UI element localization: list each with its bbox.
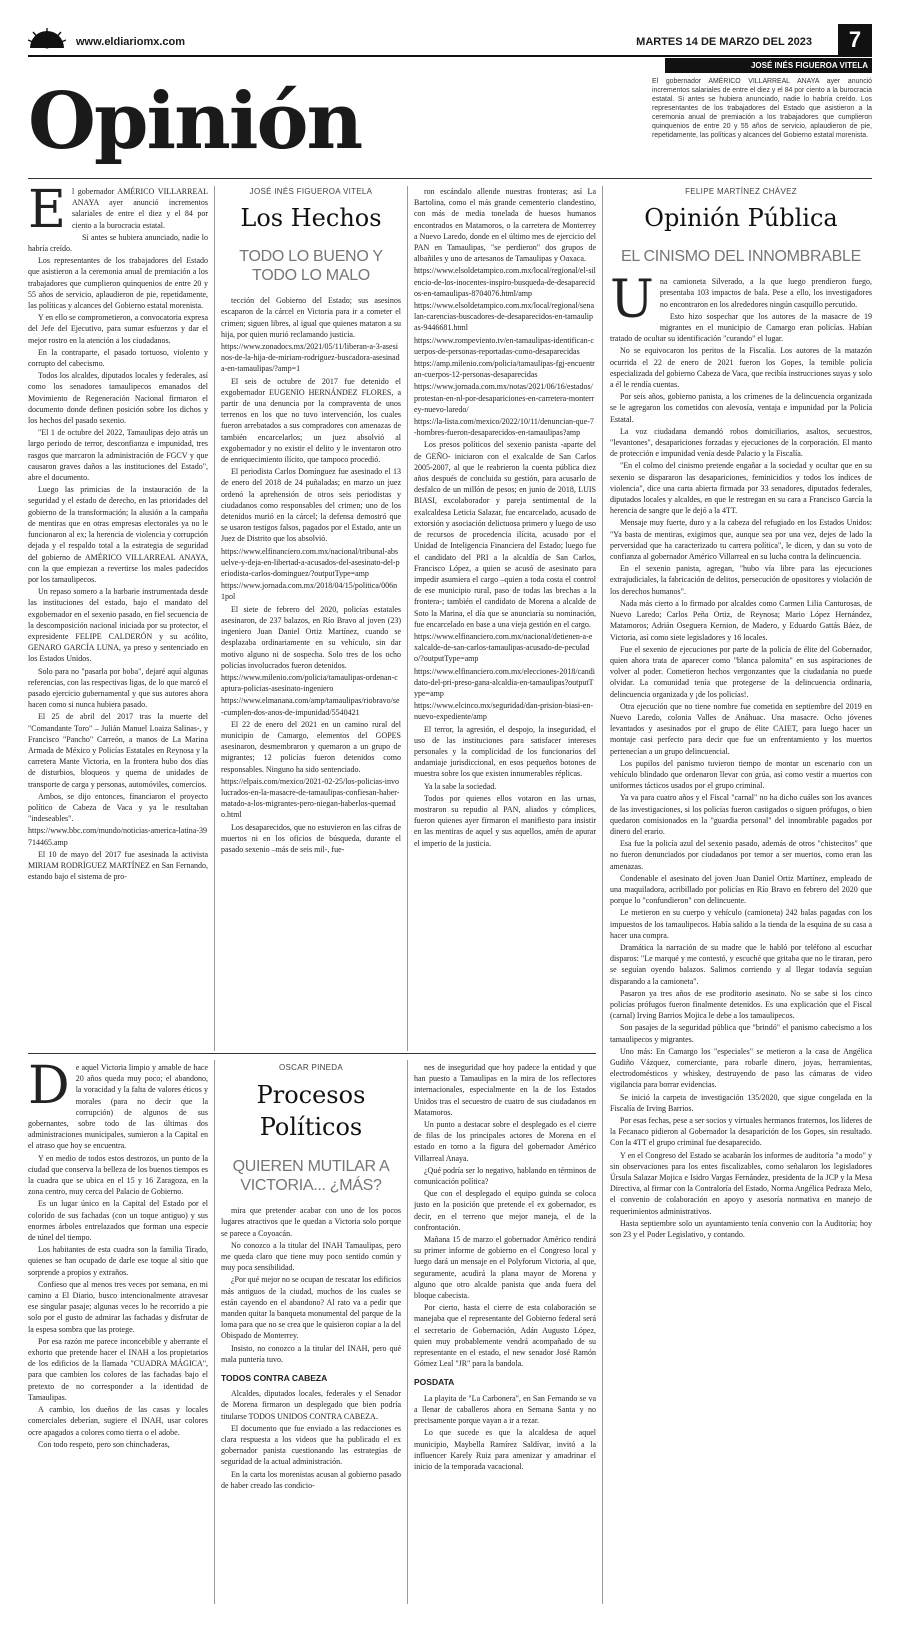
paragraph: Todos los alcaldes, diputados locales y federales, así como los senadores tamaulipecos emanados del Movimiento de Regeneración Nacional firmaron el documento donde definen posición sobre los dichos y los hechos del pasado sexenio.: [28, 371, 208, 426]
subheading: TODOS CONTRA CABEZA: [221, 1373, 328, 1384]
paragraph: Y en el Congreso del Estado se acabarán los informes de auditoría "a modo" y sin observaciones para los entes fiscalizables, como señalaron los legisladores Úrsula Salazar Mojica e Isidro Vargas Fernández, presidenta de la JCP y la Mesa Directiva, al firmar con la Contraloría del Estado, Norma Angélica Pedraza Melo, el convenio de colaboración en apoyo y asesoría normativa en manejo de requerimientos administrativos.: [610, 1150, 872, 1216]
page-number: 7: [838, 24, 872, 56]
article-los-hechos-col3: [414, 186, 596, 1048]
site-url[interactable]: www.eldiariomx.com: [76, 36, 186, 48]
paragraph: Son pasajes de la seguridad pública que "brindó" el panismo cabecismo a los tamaulipecos y migrantes.: [610, 1023, 872, 1044]
paragraph-group: [414, 1393, 596, 1472]
column-divider: [407, 186, 408, 1051]
paragraph: La voz ciudadana demandó robos domiciliarios, asaltos, secuestros, "levantones", desapariciones forzadas y ejecuciones de la corporación. El manto de protección e impunidad venía desde Palacio y la Fiscalía.: [610, 426, 872, 459]
column-header: [610, 186, 872, 266]
paragraph: Ya va para cuatro años y el Fiscal "carnal" no ha dicho cuáles son los avances de las investigaciones, si los policías fueron castigados o siguen prófugos, o bien quedaron comisionados en la "guardia personal" del innombrable pagados por dinero del erario.: [610, 793, 872, 836]
paragraph: l gobernador AMÉRICO VILLARREAL ANAYA ayer anunció incrementos salariales de entre el diez y el 84 por ciento a la burocracia estatal.: [71, 187, 208, 230]
paragraph-group: [221, 1205, 401, 1365]
paragraph: El terror, la agresión, el despojo, la inseguridad, el uso de las instituciones para satisfacer intereses personales y la complicidad de los funcionarios del andamiaje jurisdiccional, en esos pequeños botones de muestra sobre los que existen innumerables réplicas.: [414, 724, 596, 779]
paragraph: Por esa razón me parece inconcebible y aberrante el exhorto que pretende hacer el INAH a los propietarios de los edificios de la llamada "CUADRA MÁGICA", para que cambien los colores de las fachadas bajo el pretexto de no corresponder a la identidad de Tamaulipas.: [28, 1336, 208, 1402]
sunburst-logo-icon: [28, 28, 66, 50]
paragraph: Luego las primicias de la instauración de la seguridad y el estado de derecho, en las prioridades del gobierno de la transformación; la alusión a la campaña de mentiras que en otras empresas electorales ya no le funcionaron al ex; la herencia de violencia y corrupción dejada y el respaldo total a la estrategia de seguridad del gobierno de AMÉRICO VILLARREAL ANAYA, con la que empiezan a revertirse los males padecidos por los tamaulipecos.: [28, 485, 208, 584]
author-name: OSCAR PINEDA: [278, 1063, 344, 1072]
paragraph: Le metieron en su cuerpo y vehículo (camioneta) 242 balas pagadas con los impuestos de los tamaulipecos. Había salido a la tienda de la esquina de su casa a hacer una compra.: [610, 908, 872, 940]
paragraph: Confieso que al menos tres veces por semana, en mi camino a El Diario, busco intencionalmente atravesar ese singular pasaje; algunas veces lo he recorrido a pie solo por el gusto de admirar las fachadas y disfrutar de la espesa sombra que las protege.: [28, 1279, 208, 1334]
paragraph: El 22 de enero del 2021 en un camino rural del municipio de Camargo, elementos del GOPES asesinaron, desmembraron y quemaron a un grupo de migrantes; 12 policías fueron detenidos como responsables. Ninguno ha sido sentenciado.: [221, 719, 401, 774]
reference-link[interactable]: https://www.elmanana.com/amp/tamaulipas/riobravo/se-cumplen-dos-anos-de-impunidad/5540421: [221, 696, 400, 717]
paragraph: e aquel Victoria limpio y amable de hace 20 años queda muy poco; el abandono, la voracidad y la falta de valores éticos y morales (para no decir que la corrupción) de algunos de sus gobernantes, sobre todo de las últimas dos administraciones municipales, sumieron a la Capital en el atraso que hoy se encuentra.: [28, 1063, 208, 1151]
article-procesos-politicos-col3: [414, 1062, 596, 1604]
reference-link[interactable]: https://www.bbc.com/mundo/noticias-america-latina-39714465.amp: [28, 826, 207, 847]
paragraph: El seis de octubre de 2017 fue detenido el exgobernador EUGENIO HERNÁNDEZ FLORES, a partir de una denuncia por la compraventa de unos terrenos en los que no tuvo intervención, los cuales fueron arrebatados a sus compradores con amenazas de también encarcelarlos; un juez absolvió al exgobernador y no existir el delito y le inventaron otro de enriquecimiento ilícito, que tampoco procedió.: [221, 376, 401, 465]
paragraph: Solo para no "pasarla por boba", dejaré aquí algunas referencias, con las respectivas ligas, de lo que marcó el pasado ejercicio gubernamental y que sus autores ahora hacen como si nunca hubiera pasado.: [28, 666, 208, 710]
reference-link[interactable]: https://www.elsoldetampico.com.mx/local/regional/el-silencio-de-los-inocentes-inspiro-busqueda-de-desaparecidos-en-tamaulipas-8704076.html/amp: [414, 266, 596, 298]
paragraph: Y en ello se comprometieron, a convocatoria expresa del Jefe del Ejecutivo, para sumar esfuerzos y dar el mejor rostro en la atención a los ciudadanos.: [28, 313, 208, 345]
lead-byline: JOSÉ INÉS FIGUEROA VITELA: [665, 58, 872, 73]
article-procesos-politicos-col2: [221, 1062, 401, 1604]
reference-link[interactable]: https://www.elsoldetampico.com.mx/local/regional/senalan-carencias-buscadores-de-desaparecidos-en-tamaulipas-9446681.html: [414, 301, 595, 333]
paragraph: tección del Gobierno del Estado; sus asesinos escaparon de la cárcel en Victoria para ir a cometer el crimen; siguen libres, al igual que quienes mataron a su hija, por quien murió reclamando justicia.: [221, 296, 401, 339]
paragraph: Un repaso somero a la barbarie instrumentada desde las instituciones del estado, bajo el mandato del exgobernador en el sexenio pasado, en fiel secuencia de la descomposición nacional iniciada por su protector, el expresidente FELIPE CALDERÓN y su acólito, GENARO GARCÍA LUNA, ya preso y sentenciado en los Estados Unidos.: [28, 587, 208, 664]
column-divider: [214, 186, 215, 1051]
paragraph: El periodista Carlos Domínguez fue asesinado el 13 de enero del 2018 de 24 puñaladas; en marzo un juez ordenó la aprehensión de otros seis periodistas y ciudadanos como responsables del crimen; uno de los detenidos murió en la cárcel; la defensa demostró que se usaron testigos falsos, pagados por el Estado, ante un Juez de Distrito que los absolvió.: [221, 467, 401, 544]
author-name: JOSÉ INÉS FIGUEROA VITELA: [249, 187, 373, 196]
issue-date: MARTES 14 DE MARZO DEL 2023: [636, 36, 812, 48]
paragraph: El 10 de mayo del 2017 fue asesinada la activista MIRIAM RODRÍGUEZ MARTÍNEZ en San Fernando, estando bajo el sistema de pro-: [28, 849, 208, 882]
lead-summary: El gobernador AMÉRICO VILLARREAL ANAYA ayer anunció incrementos salariales de entre el diez y el 84 por ciento a la burocracia estatal. Si antes se hubiera anunciado, nadie lo habría creído. Los representantes de los trabajadores del Estado que asistieron a la ceremonia anual de premiación a los trabajadores que cumplieron quinquenios de entre 20 y 55 años de servicio, aplaudieron de pie, repetidamente, las políticas y alcances del Gobierno estatal morenista.: [652, 78, 872, 139]
reference-link[interactable]: https://elpais.com/mexico/2021-02-25/los-policias-involucrados-en-la-masacre-de-tamaulipas-confiesan-haber-matado-a-los-migrantes-pero-niegan-haberlos-quemado.html: [221, 776, 400, 820]
paragraph: Los desaparecidos, que no estuvieron en las cifras de muertos ni en los oficios de búsqueda, durante el pasado sexenio –más de seis mil-, fue-: [221, 822, 401, 854]
reference-link[interactable]: https://amp.milenio.com/policia/tamaulipas-fgj-encuentran-cuerpos-12-personas-desaparecidas: [414, 359, 595, 380]
paragraph: Si antes se hubiera anunciado, nadie lo habría creído.: [28, 232, 208, 254]
column-title: Opinión Pública: [644, 204, 838, 233]
reference-link[interactable]: https://www.rompeviento.tv/en-tamaulipas-identifican-cuerpos-de-personas-reportadas-como-desaparecidas: [414, 335, 594, 356]
reference-link[interactable]: https://www.milenio.com/policia/tamaulipas-ordenan-captura-policias-asesinato-ingeniero: [221, 672, 398, 694]
column-header: [221, 186, 401, 285]
paragraph: Los habitantes de esta cuadra son la familia Tirado, quienes se han ocupado de darle ese toque al sitio que sorprende a propios y extraños.: [28, 1245, 208, 1277]
paragraph: Se inició la carpeta de investigación 135/2020, que sigue congelada en la Fiscalía de Irving Barrios.: [610, 1092, 872, 1113]
paragraph: El 25 de abril del 2017 tras la muerte del "Comandante Toro" – Julián Manuel Loaiza Salinas-, y Francisco "Pancho" Carreón, a manos de La Marina Armada de México y Policías Estatales en Reynosa y la carretera Mante Victoria, en la frontera hubo dos días de disturbios, bloqueos y quema de unidades de transporte de carga y personas, automóviles, comercios.: [28, 712, 208, 789]
section-title: Opinión: [28, 76, 362, 167]
article-procesos-politicos-col1: [28, 1062, 208, 1604]
reference-link[interactable]: https://la-lista.com/mexico/2022/10/11/denuncian-que-7-hombres-fueron-desaparecidos-en-tamaulipas?amp: [414, 417, 594, 438]
paragraph: En el sexenio panista, agregan, "hubo vía libre para las ejecuciones extrajudiciales, la fabricación de delitos, persecución de opositores y violación de los derechos humanos".: [610, 564, 872, 596]
dropcap: E: [28, 186, 66, 240]
paragraph: "En el colmo del cinismo pretende engañar a la sociedad y ocultar que en su sexenio se dispararon las desapariciones, feminicidios y todos los índices de violencia", dice una carta abierta firmada por 33 senadores, diputados federales, diputados locales y alcaldes, en que le restregan en su cara a Francisco García la herencia de sangre que le dejó a la 4TT.: [610, 461, 872, 516]
dropcap: U: [610, 270, 654, 331]
paragraph: Uno más: En Camargo los "especiales" se metieron a la casa de Angélica Gudiño Vázquez, comerciante, para robarle dinero, joyas, herramientas, electrodomésticos y whiskey, destruyendo de paso las cámaras de video vigilancia para borrar evidencias.: [610, 1046, 872, 1090]
paragraph: ¿Qué podría ser lo negativo, hablando en términos de comunicación política?: [414, 1165, 596, 1187]
article-los-hechos-col2: [221, 186, 401, 1048]
paragraph: Los presos políticos del sexenio panista -aparte del de GEÑO- iniciaron con el exalcalde de San Carlos 2005-2007, al que le reabrieron la cuenta pública diez años después de concluida su gestión, para acusarlo de desfalco de un millón de pesos; en junio de 2018, LUIS BIASI, excolaborador y pareja sentimental de la exalcaldesa Leticia Salazar, fue encarcelado, acusado de extorsión y asociación delictuosa primero y luego de uso de recursos de procedencia ilícita, acusado por el Unidad de Inteligencia Financiera del Estado; luego fue el candidato del PRI a la alcaldía de San Carlos, Francisco López, a quien se acusó de asesinato para impedir asumiera el cargo –quien a toda costa el control de ese municipio rural, paso de todas las brechas a la frontera-; también el candidato de Morena a alcalde de Soto la Marina, el día que se anunciaría su nominación, fue encarcelado en base a una vieja gestión en el cargo.: [414, 440, 596, 629]
paragraph: Pasaron ya tres años de ese proditorio asesinato. No se sabe si los cinco policías prófugos fueron finalmente detenidos. Es una explicación que el Fiscal (carnal) Irving Barrios Mojica le debe a los tamaulipecos.: [610, 988, 872, 1021]
reference-link[interactable]: https://www.elfinanciero.com.mx/elecciones-2018/candidato-del-pri-preso-gana-alcaldia-en-tamaulipas?outputType=amp: [414, 666, 595, 698]
reference-link[interactable]: https://www.elfinanciero.com.mx/nacional/detienen-a-exalcalde-de-san-carlos-tamaulipas-acusado-de-peculado/?outputType=amp: [414, 631, 593, 664]
paragraph-group: [414, 1062, 596, 1369]
column-title: Los Hechos: [240, 204, 382, 233]
paragraph: Los representantes de los trabajadores del Estado que asistieron a la ceremonia anual de premiación a los trabajadores que cumplieron quinquenios de entre 20 y 55 años de servicio, aplaudieron de pie, repetidamente, las políticas y alcances del Gobierno estatal morenista.: [28, 256, 208, 311]
paragraph: mira que pretender acabar con uno de los pocos lugares atractivos que le quedan a Victoria solo porque se parece a Coyoacán.: [221, 1206, 401, 1238]
paragraph: nes de inseguridad que hoy padece la entidad y que han puesto a Tamaulipas en la mira de los reflectores internacionales, especialmente en la de los Estados Unidos tras el secuestro de cuatro de sus ciudadanos en Matamoros.: [414, 1063, 596, 1117]
dropcap: D: [28, 1062, 70, 1116]
article-opinion-publica: [610, 186, 872, 1604]
paragraph: Que con el desplegado el equipo guinda se coloca justo en la posición que pretende el ex gobernador, es decir, en el terreno que mejor maneja, el de la confrontación.: [414, 1189, 596, 1232]
article-headline: EL CINISMO DEL INNOMBRABLE: [621, 248, 861, 266]
header-rule: [28, 55, 872, 57]
paragraph: Y en medio de todos estos destrozos, un punto de la ciudad que conserva la belleza de los buenos tiempos es la cuadra que se ubica en el 15 y 16 Zaragoza, en la zona centro, muy cerca del Palacio de Gobierno.: [28, 1153, 208, 1197]
paragraph: na camioneta Silverado, a la que luego prendieron fuego, presentaba 103 impactos de bala. Pese a ello, los investigadores no encontraron en los alrededores ningún casquillo percutido.: [659, 277, 872, 309]
paragraph: El siete de febrero del 2020, policías estatales asesinaron, de 237 balazos, en Río Bravo al joven (23) ingeniero Juan Daniel Ortiz Martínez, cuando se desplazaba ordinariamente en su vehículo, sin dar motivo alguno ni de sospecha. Solo tres de los ocho policías involucrados fueron detenidos.: [221, 604, 401, 670]
paragraph: Con todo respeto, pero son chinchaderas,: [38, 1439, 170, 1449]
paragraph-group: [221, 1388, 401, 1491]
paragraph: En la carta los morenistas acusan al gobierno pasado de haber creado las condicio-: [221, 1469, 401, 1490]
paragraph: "El 1 de octubre del 2022, Tamaulipas dejo atrás un largo periodo de terror, desconfianza e impunidad, tres rasgos que marcaron la administración de FGCV y que causaron graves daños a las instituciones del Estado", abre el documento.: [28, 428, 208, 483]
paragraph: A cambio, los dueños de las casas y locales comerciales deberían, sugiere el INAH, usar colores ocre apagados a colores como tierra o el adobe.: [28, 1405, 208, 1437]
reference-link[interactable]: https://www.elcinco.mx/seguridad/dan-prision-biasi-en-nuevo-expediente/amp: [414, 701, 593, 722]
main-rule: [28, 178, 872, 179]
article-headline: TODO LO BUENO Y TODO LO MALO: [239, 248, 383, 285]
paragraph: Por esas fechas, pese a ser socios y virtuales hermanos fraternos, los líderes de la Fecanaco pidieron al Gobernador la desaparición de los Gopes, sin resultado. Con la 4TT el grupo criminal fue desaparecido.: [610, 1116, 872, 1148]
paragraph: Alcaldes, diputados locales, federales y el Senador de Morena firmaron un desplegado que bien podría titularse TODOS UNIDOS CONTRA CABEZA.: [221, 1389, 401, 1421]
article-headline: QUIEREN MUTILAR A VICTORIA... ¿MÁS?: [232, 1158, 390, 1195]
paragraph: La playita de "La Carbonera", en San Fernando se va a llenar de caballeros ahora en Semana Santa y no precisamente porque vayan a ir a rezar.: [414, 1393, 596, 1426]
paragraph: Todos por quienes ellos votaron en las urnas, mostraron su repudio al PAN, aliados y cómplices, fueron quienes ayer firmaron el manifiesto para insistir en las mentiras de aquel y sus aquellos, amén de apurar el imperio de la justicia.: [414, 793, 596, 848]
paragraph: No conozco a la titular del INAH Tamaulipas, pero me queda claro que tiene muy poco sentido común y muy poca sensibilidad.: [221, 1240, 401, 1273]
paragraph: En la contraparte, el pasado tortuoso, violento y corrupto del cabecismo.: [28, 347, 208, 369]
paragraph: No se equivocaron los peritos de la Fiscalía. Los autores de la matazón ocurrida el 22 de enero de 2021 fueron los Gopes, la temible policía especializada del gobierno Cabeza de Vaca, que recibía instrucciones suyas y solo a él le rendía cuentas.: [610, 346, 872, 390]
reference-link[interactable]: https://www.zonadocs.mx/2021/05/11/liberan-a-3-asesinos-de-la-hija-de-miriam-rodriguez-buscadora-asesinada-en-tamaulipas/?amp=1: [221, 342, 400, 374]
section-divider: [28, 1053, 596, 1054]
paragraph: Dramática la narración de su madre que le habló por teléfono al escuchar disparos: "Le marqué y me contestó, y escuché que gritaba que no le tiraran, pero se seguían oyendo balazos. Salimos corriendo y al llegar todavía seguían disparando a la camioneta".: [610, 942, 872, 986]
paragraph: Insisto, no conozco a la titular del INAH, pero qué mala puntería tuvo.: [221, 1343, 401, 1364]
paragraph: Los pupilos del panismo tuvieron tiempo de montar un escenario con un vehículo blindado que ordenaron llevar con grúa, así como vestir a muertos con uniformes tácticos usados por el grupo criminal.: [610, 758, 872, 791]
column-divider: [214, 1060, 215, 1604]
reference-link[interactable]: https://www.elfinanciero.com.mx/nacional/tribunal-absuelve-y-deja-en-libertad-a-acusados-del-asesinato-del-periodista-carlos-dominguez/?outputType=amp: [221, 546, 400, 579]
paragraph: ron escándalo allende nuestras fronteras; así La Bartolina, como el más grande cementerio clandestino, con más de media tonelada de huesos humanos encontrados en Matamoros, o la carretera de Monterrey a Nuevo Laredo, donde en el último mes de ejercicio del PAN en Tamaulipas, "se perdieron" dos grupos de albañiles y uno de artesanos de Tamaulipas y Oaxaca.: [414, 187, 596, 264]
paragraph: Un punto a destacar sobre el desplegado es el cierre de filas de los principales actores de Morena en el estado en torno a la figura del gobernador Américo Villarreal Anaya.: [414, 1120, 596, 1163]
reference-link[interactable]: https://www.jornada.com.mx/2018/04/15/politica/006n1pol: [221, 581, 398, 602]
paragraph: Nada más cierto a lo firmado por alcaldes como Carmen Lilia Canturosas, de Nuevo Laredo; Carlos Peña Ortiz, de Reynosa; Mario López Hernández, Matamoros; Adrián Oseguera Kernion, de Madero, y Eduardo Gattás Báez, de Victoria, así como siete legisladores y 16 locales.: [610, 598, 872, 642]
paragraph: Ambos, se dijo entonces, financiaron el proyecto político de Cabeza de Vaca y ya le resultaban "indeseables".: [28, 791, 208, 824]
column-divider: [602, 186, 603, 1604]
paragraph: Condenable el asesinato del joven Juan Daniel Ortiz Martínez, empleado de una maquiladora, acribillado por policías en Río Bravo en febrero del 2020 que porque lo "confundieron" con delincuente.: [610, 873, 872, 906]
paragraph: Hasta septiembre solo un ayuntamiento tenía convenio con la Auditoría; hoy son 23 y el Poder Legislativo, y contando.: [610, 1218, 872, 1240]
column-header: [221, 1062, 401, 1195]
reference-link[interactable]: https://www.jornada.com.mx/notas/2021/06/16/estados/protestan-en-nl-por-desapariciones-en-carretera-monterrey-nuevo-laredo/: [414, 382, 595, 414]
column-title: Procesos Políticos: [256, 1081, 366, 1142]
column-divider: [407, 1060, 408, 1604]
author-name: FELIPE MARTÍNEZ CHÁVEZ: [685, 187, 797, 196]
paragraph: Otra ejecución que no tiene nombre fue cometida en septiembre del 2019 en Nuevo Laredo, colonia Valles de Anáhuac. Una masacre. Ocho jóvenes levantados y asesinados por el grupo de élite CAIET, para luego hacer un montaje casi perfecto para decir que fue un enfrentamiento y los muertos pertenecían a un grupo delincuencial.: [610, 701, 872, 756]
article-los-hechos-col1: [28, 186, 208, 1048]
paragraph: Esto hizo sospechar que los autores de la masacre de 19 migrantes en el municipio de Camargo eran policías. Habían tratado de ocultar su identificación "curando" el lugar.: [610, 311, 872, 344]
paragraph: Es un lugar único en la Capital del Estado por el colorido de sus fachadas (con un toque antiguo) y sus enormes árboles entrelazados que forman una especie de túnel del tiempo.: [28, 1199, 208, 1243]
paragraph: ¿Por qué mejor no se ocupan de rescatar los edificios más antiguos de la ciudad, muchos de los cuales se están cayendo en el abandono? Al rato va a pedir que manden quitar la banqueta monumental del parque de la loma para que no se crea que le quisieron copiar a la del Obispado de Monterrey.: [221, 1275, 401, 1341]
paragraph: Fue el sexenio de ejecuciones por parte de la policía de élite del Gobernador, quien ahora trata de aparecer como "blanca palomita" en sus aspiraciones de volver al poder. Cometieron hechos vergonzantes que la ciudadanía no puede olvidar. La comunidad tenía que protegerse de la delincuencia ordinaria, delincuencia organizada y ¡de los policías!.: [610, 644, 872, 699]
paragraph: El documento que fue enviado a las redacciones es clara respuesta a los videos que ha publicado el ex gobernador panista cuestionando las estrategias de seguridad de la actual administración.: [221, 1423, 401, 1467]
page-header: [28, 27, 872, 54]
paragraph: Ya la sabe la sociedad.: [424, 781, 497, 791]
paragraph: Por seis años, gobierno panista, a los crímenes de la delincuencia organizada se le agregaron los cometidos con alevosía, ventaja e impunidad por la Policía Estatal.: [610, 392, 872, 424]
paragraph: Mensaje muy fuerte, duro y a la cabeza del refugiado en los Estados Unidos: "Ya basta de mentiras, exigimos que, aunque sea por una vez, dejes de lado la perversidad que ha caracterizado tu carrera política", le dicen, y dan su voto de confianza al gobernador Américo Villarreal en su lucha contra la delincuencia.: [610, 518, 872, 562]
paragraph: Por cierto, hasta el cierre de esta colaboración se manejaba que el representante del Gobierno federal será el secretario de Gobernación, Adán Augusto López, quien muy probablemente vendrá acompañado de su representante en el estado, el new senador José Ramón Gómez Leal "JR" para la bandola.: [414, 1303, 596, 1369]
subheading: POSDATA: [414, 1377, 455, 1388]
paragraph: Mañana 15 de marzo el gobernador Américo rendirá su primer informe de gobierno en el Congreso local y luego dará un mensaje en el Polyforum Victoria, al que, seguramente, acudirá la plana mayor de Morena y alguno que otro alcalde panista que anda fuera del bloque cabecista.: [414, 1235, 596, 1301]
paragraph: Lo que sucede es que la alcaldesa de aquel municipio, Maybella Ramírez Saldívar, invitó a la influencer Karely Ruiz para amenizar y amadrinar el inicio de la temporada vacacional.: [414, 1428, 596, 1471]
paragraph: Esa fue la policía azul del sexenio pasado, además de otros "chistecitos" que no fueron denunciados por ciudadanos por temor a ser muertos, como eran las amenazas.: [610, 839, 872, 871]
